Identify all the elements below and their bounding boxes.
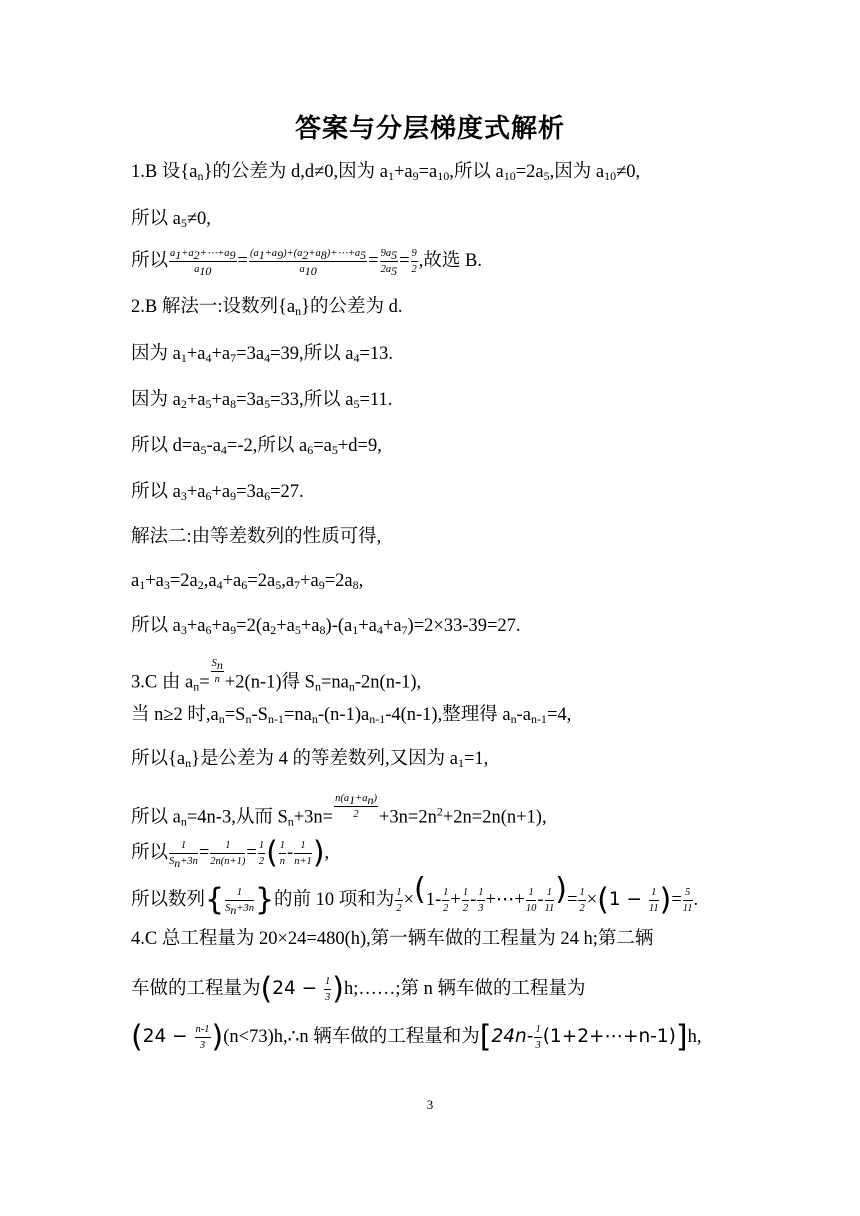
solution-2-method-2-line-2: 所以 $a_3+a_6+a_9=2(a_2+a_5+a_8)-(a_1+a_4+a_7)=2\times 33-39=27$. (131, 616, 521, 637)
solution-2-head: 2.B 解法一:设数列$\{a_n\}$的公差为 d. (131, 297, 403, 318)
solution-1-line-2: 所以 $a_5\ne 0$, (131, 209, 211, 230)
solution-3-head: 3.C 由 $a_n=$ $\frac{S_n}{n}$ +2(n-1)得 $S_n=na_n-2n(n-1)$, (131, 658, 422, 694)
solution-3-line-5: 所以 $\frac{1}{S_n+3n}$ = $\frac{1}{2n(n+1)}$ = $\frac{1}{2}$ ( $\frac{1}{n}$ - $\frac{1}{n+1}$ ), (131, 835, 330, 871)
solution-4-line-1: 4.C 总工程量为 20×24=480(h),第一辆车做的工程量为 24 h;第二辆 (131, 929, 654, 949)
solution-3-line-4: 所以 $a_n=4n-3$,从而 $S_n+3n=$ $\frac{n(a_1+a_n)}{2}$ $+3n=2n^2+2n=2n(n+1)$, (131, 793, 547, 829)
fraction: $\frac{a_1+a_2+\cdots+a_9}{a_{10}}$ (170, 248, 236, 278)
solution-3-line-3: 所以$\{a_n\}$是公差为 4 的等差数列,又因为 $a_1=1$, (131, 749, 489, 770)
solution-2-line-3: 所以 $d=a_5-a_4=-2$,所以 $a_6=a_5+d=9$, (131, 436, 382, 457)
solution-1-line-1: 1.B 设$\{a_n\}$的公差为 d,d≠0,因为 $a_1+a_9=a_{10}$,所以 $a_{10}=2a_5$,因为 $a_{10}\ne 0$, (131, 162, 641, 183)
solution-2-line-2: 因为 $a_2+a_5+a_8=3a_5=33$,所以 $a_5=11$. (131, 390, 393, 411)
solution-4-line-3: (24 − $\frac{n-1}{3}$ )(n<73)h,∴n 辆车做的工程量和为[24n- $\frac{1}{3}$ (1+2+⋯+n-1)]h, (131, 1019, 702, 1055)
solution-2-line-1: 因为 $a_1+a_4+a_7=3a_4=39$,所以 $a_4=13$. (131, 344, 394, 365)
solution-2-method-2: 解法二:由等差数列的性质可得, (131, 527, 382, 547)
solution-4-line-2: 车做的工程量为(24 − $\frac{1}{3}$ )h;……;第 n 辆车做的工程量为 (131, 971, 586, 1007)
solution-3-line-2: 当 n≥2 时$,a_n=S_n-S_{n-1}=na_n-(n-1)a_{n-1}-4(n-1)$,整理得 $a_n-a_{n-1}=4$, (131, 705, 572, 726)
page-title: 答案与分层梯度式解析 (294, 114, 565, 144)
page-number: 3 (426, 1097, 434, 1112)
solution-3-line-6: 所以数列{ $\frac{1}{S_n+3n}$ }的前 10 项和为 $\frac{1}{2}$ ×(1- $\frac{1}{2}$ + $\frac{1}{2}$ - $\frac{1}{3}$ +⋯+ $\frac{1}{10}$ - $\frac{1}{11}$ )= $\frac{1}{2}$ ×(1 − $\frac{1}{11}$ )= $\frac{5}{11}$ . (131, 871, 699, 918)
solution-2-method-2-line-1: $a_1+a_3=2a_2,a_4+a_6=2a_5,a_7+a_9=2a_8$, (131, 571, 364, 592)
solution-1-line-3: 所以 $\frac{a_1+a_2+\cdots+a_9}{a_{10}}$ = $\frac{(a_1+a_9)+(a_2+a_8)+\cdots+a_5}{a_{10}}$ = $\frac{9a_5}{2a_5}$ = $\frac{9}{2}$ ,故选 B. (131, 248, 483, 278)
solution-2-line-4: 所以 $a_3+a_6+a_9=3a_6=27$. (131, 482, 304, 503)
